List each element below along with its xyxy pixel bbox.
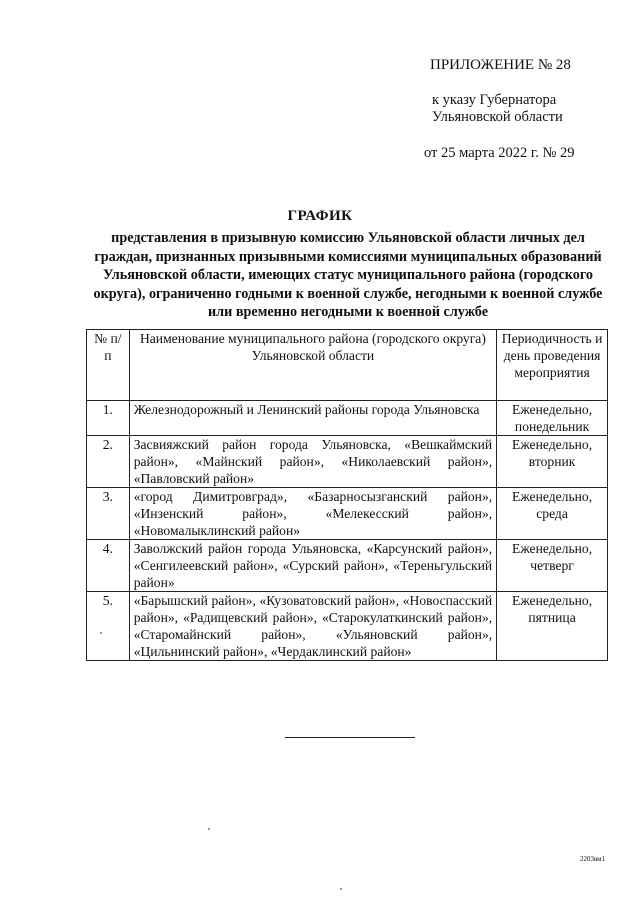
decree-line-1: к указу Губернатора bbox=[432, 92, 557, 108]
row-num: 5. bbox=[87, 592, 130, 661]
document-title: ГРАФИК bbox=[287, 208, 353, 224]
row-district: Железнодорожный и Ленинский районы города Ульяновска bbox=[129, 401, 496, 436]
header-period: Периодичность и день проведения мероприятия bbox=[497, 330, 608, 401]
table-row bbox=[87, 488, 608, 540]
row-num: 3. bbox=[87, 488, 130, 540]
row-num: 4. bbox=[87, 540, 130, 592]
closing-rule bbox=[285, 737, 415, 738]
row-period: Еженедельно, пятница bbox=[497, 592, 608, 661]
table-row bbox=[87, 401, 608, 436]
row-district: «город Димитровград», «Базарносызганский район», «Инзенский район», «Мелекесский район», «Новомалыклинский район» bbox=[129, 488, 496, 540]
row-period: Еженедельно, вторник bbox=[497, 436, 608, 488]
decree-line-2: Ульяновской области bbox=[432, 109, 563, 125]
scan-speck bbox=[100, 632, 102, 634]
decree-date: от 25 марта 2022 г. № 29 bbox=[424, 145, 575, 161]
row-district: «Барышский район», «Кузоватовский район», «Новоспасский район», «Радищевский район», «Старокулаткинский район», «Старомайнский район», «Ульяновский район», «Цильнинский район», «Чердаклинский район» bbox=[129, 592, 496, 661]
table-row bbox=[87, 436, 608, 488]
row-period: Еженедельно, четверг bbox=[497, 540, 608, 592]
header-num: № п/п bbox=[87, 330, 130, 401]
footer-code: 2203вм1 bbox=[580, 855, 606, 863]
scan-speck bbox=[208, 828, 210, 830]
table-row bbox=[87, 592, 608, 661]
header-name: Наименование муниципального района (городского округа) Ульяновской области bbox=[129, 330, 496, 401]
table-row bbox=[87, 540, 608, 592]
row-period: Еженедельно, понедельник bbox=[497, 401, 608, 436]
schedule-table bbox=[86, 329, 608, 661]
row-num: 1. bbox=[87, 401, 130, 436]
row-num: 2. bbox=[87, 436, 130, 488]
document-subtitle: представления в призывную комиссию Ульяновской области личных дел граждан, признанных призывными комиссиями муниципальных образований Ульяновской области, имеющих статус муниципального района (городского округа), ограниченно годными к военной службе, негодными к военной службе или временно негодными к военной службе bbox=[93, 230, 603, 320]
annex-number: ПРИЛОЖЕНИЕ № 28 bbox=[430, 57, 571, 73]
row-period: Еженедельно, среда bbox=[497, 488, 608, 540]
table-header-row bbox=[87, 330, 608, 401]
scan-speck bbox=[340, 888, 342, 890]
row-district: Заволжский район города Ульяновска, «Карсунский район», «Сенгилеевский район», «Сурский район», «Тереньгульский район» bbox=[129, 540, 496, 592]
row-district: Засвияжский район города Ульяновска, «Вешкаймский район», «Майнский район», «Николаевский район», «Павловский район» bbox=[129, 436, 496, 488]
